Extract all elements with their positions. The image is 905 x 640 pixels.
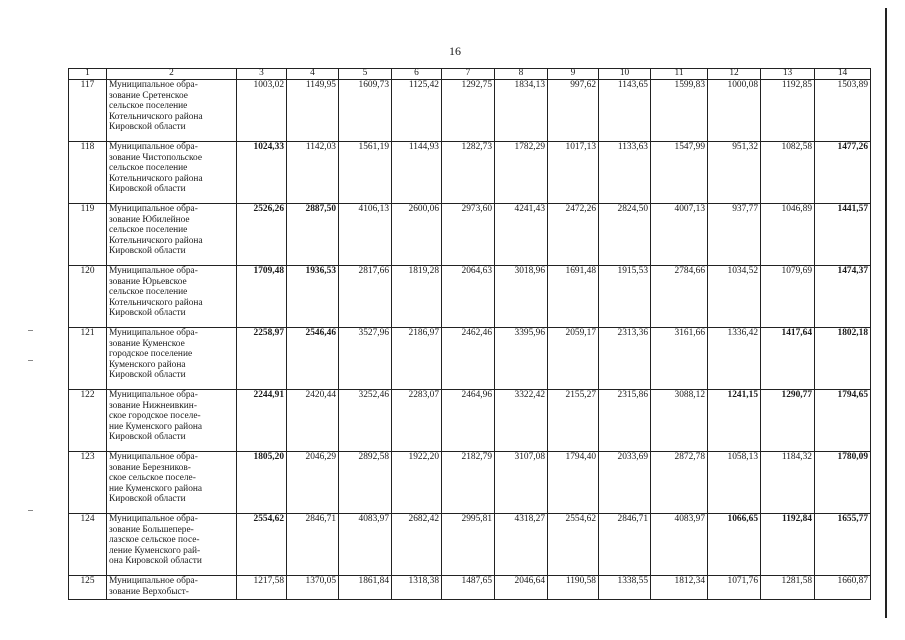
value-cell: 4083,97: [339, 514, 392, 576]
value-cell: 1192,84: [761, 514, 815, 576]
value-cell: 2462,46: [442, 328, 495, 390]
value-cell: 1487,65: [442, 576, 495, 600]
name-line: Муниципальное обра-: [109, 514, 198, 524]
table-row: [69, 390, 871, 452]
municipality-name: [107, 204, 237, 266]
value-cell: 1503,89: [815, 80, 871, 142]
value-cell: 2472,26: [548, 204, 599, 266]
municipality-name: [107, 266, 237, 328]
name-line: зование Юбилейное: [109, 214, 190, 225]
name-line: Муниципальное обра-: [109, 576, 198, 586]
value-cell: 2995,81: [442, 514, 495, 576]
value-cell: 2182,79: [442, 452, 495, 514]
value-cell: 1338,55: [599, 576, 651, 600]
name-line: Муниципальное обра-: [109, 328, 198, 338]
value-cell: 3395,96: [495, 328, 548, 390]
data-table: [68, 68, 871, 600]
value-cell: 1017,13: [548, 142, 599, 204]
value-cell: 4083,97: [651, 514, 708, 576]
table-row: [69, 204, 871, 266]
value-cell: 1802,18: [815, 328, 871, 390]
value-cell: 1599,83: [651, 80, 708, 142]
municipality-name: [107, 576, 237, 600]
value-cell: 1655,77: [815, 514, 871, 576]
value-cell: 2064,63: [442, 266, 495, 328]
value-cell: 1474,37: [815, 266, 871, 328]
value-cell: 3018,96: [495, 266, 548, 328]
value-cell: 1003,02: [237, 80, 287, 142]
value-cell: 2313,36: [599, 328, 651, 390]
row-number: 117: [69, 80, 107, 142]
table-row: [69, 576, 871, 600]
name-line: зование Нижнеивкин-: [109, 400, 197, 411]
value-cell: 1547,99: [651, 142, 708, 204]
name-line: Кировской области: [109, 308, 186, 319]
header-row: [69, 69, 871, 80]
value-cell: 1780,09: [815, 452, 871, 514]
name-line: Муниципальное обра-: [109, 266, 198, 276]
value-cell: 4106,13: [339, 204, 392, 266]
value-cell: 2784,66: [651, 266, 708, 328]
table-row: [69, 266, 871, 328]
margin-mark-1: [28, 330, 33, 331]
name-line: Кировской области: [109, 494, 186, 505]
column-header: 11: [651, 69, 708, 80]
value-cell: 2973,60: [442, 204, 495, 266]
name-line: Котельничского района: [109, 235, 203, 246]
value-cell: 1281,58: [761, 576, 815, 600]
column-header: 4: [287, 69, 339, 80]
value-cell: 1936,53: [287, 266, 339, 328]
value-cell: 2824,50: [599, 204, 651, 266]
name-line: зование Верхобыст-: [109, 586, 189, 597]
name-line: Котельничского района: [109, 173, 203, 184]
name-line: Котельничского района: [109, 297, 203, 308]
value-cell: 3527,96: [339, 328, 392, 390]
name-line: зование Большепере-: [109, 524, 194, 535]
value-cell: 1861,84: [339, 576, 392, 600]
row-number: 122: [69, 390, 107, 452]
value-cell: 2887,50: [287, 204, 339, 266]
column-header: 8: [495, 69, 548, 80]
value-cell: 4318,27: [495, 514, 548, 576]
value-cell: 1058,13: [708, 452, 761, 514]
value-cell: 1149,95: [287, 80, 339, 142]
value-cell: 2420,44: [287, 390, 339, 452]
value-cell: 1000,08: [708, 80, 761, 142]
value-cell: 951,32: [708, 142, 761, 204]
column-header: 9: [548, 69, 599, 80]
value-cell: 937,77: [708, 204, 761, 266]
value-cell: 2244,91: [237, 390, 287, 452]
value-cell: 1143,65: [599, 80, 651, 142]
value-cell: 997,62: [548, 80, 599, 142]
row-number: 120: [69, 266, 107, 328]
municipality-name: [107, 514, 237, 576]
table-row: [69, 514, 871, 576]
value-cell: 1066,65: [708, 514, 761, 576]
value-cell: 2872,78: [651, 452, 708, 514]
name-line: ление Куменского рай-: [109, 545, 201, 556]
value-cell: 1441,57: [815, 204, 871, 266]
row-number: 121: [69, 328, 107, 390]
value-cell: 4241,43: [495, 204, 548, 266]
value-cell: 2258,97: [237, 328, 287, 390]
value-cell: 1079,69: [761, 266, 815, 328]
value-cell: 1046,89: [761, 204, 815, 266]
municipality-name: [107, 452, 237, 514]
name-line: ние Куменского района: [109, 421, 203, 432]
table-row: [69, 142, 871, 204]
name-line: она Кировской области: [109, 556, 202, 567]
value-cell: 1915,53: [599, 266, 651, 328]
value-cell: 4007,13: [651, 204, 708, 266]
column-header: 14: [815, 69, 871, 80]
value-cell: 3088,12: [651, 390, 708, 452]
value-cell: 1417,64: [761, 328, 815, 390]
value-cell: 2283,07: [392, 390, 442, 452]
column-header: 7: [442, 69, 495, 80]
value-cell: 1819,28: [392, 266, 442, 328]
value-cell: 2464,96: [442, 390, 495, 452]
value-cell: 1290,77: [761, 390, 815, 452]
name-line: городское поселение: [109, 349, 193, 360]
value-cell: 3107,08: [495, 452, 548, 514]
value-cell: 2186,97: [392, 328, 442, 390]
column-header: 6: [392, 69, 442, 80]
municipality-name: [107, 80, 237, 142]
value-cell: 1241,15: [708, 390, 761, 452]
value-cell: 1782,29: [495, 142, 548, 204]
value-cell: 1609,73: [339, 80, 392, 142]
value-cell: 1133,63: [599, 142, 651, 204]
column-header: 5: [339, 69, 392, 80]
value-cell: 1834,13: [495, 80, 548, 142]
name-line: Котельничского района: [109, 111, 203, 122]
name-line: Кировской области: [109, 432, 186, 443]
value-cell: 1794,40: [548, 452, 599, 514]
name-line: ское городское поселе-: [109, 411, 201, 422]
value-cell: 1282,73: [442, 142, 495, 204]
name-line: Муниципальное обра-: [109, 452, 198, 462]
row-number: 125: [69, 576, 107, 600]
name-line: Кировской области: [109, 184, 186, 195]
name-line: зование Чистопольское: [109, 152, 203, 163]
value-cell: 2046,64: [495, 576, 548, 600]
value-cell: 1024,33: [237, 142, 287, 204]
value-cell: 1691,48: [548, 266, 599, 328]
value-cell: 2155,27: [548, 390, 599, 452]
value-cell: 1125,42: [392, 80, 442, 142]
value-cell: 1292,75: [442, 80, 495, 142]
municipality-name: [107, 328, 237, 390]
value-cell: 2033,69: [599, 452, 651, 514]
value-cell: 1071,76: [708, 576, 761, 600]
column-header: 2: [107, 69, 237, 80]
table-row: [69, 80, 871, 142]
column-header: 12: [708, 69, 761, 80]
value-cell: 1477,26: [815, 142, 871, 204]
value-cell: 2059,17: [548, 328, 599, 390]
value-cell: 1805,20: [237, 452, 287, 514]
value-cell: 1812,34: [651, 576, 708, 600]
name-line: зование Березников-: [109, 462, 191, 473]
page-number: 16: [449, 44, 461, 58]
value-cell: 1217,58: [237, 576, 287, 600]
name-line: Кировской области: [109, 246, 186, 257]
value-cell: 2817,66: [339, 266, 392, 328]
value-cell: 1144,93: [392, 142, 442, 204]
name-line: сельское поселение: [109, 163, 188, 174]
municipality-name: [107, 142, 237, 204]
name-line: ское сельское поселе-: [109, 473, 196, 484]
name-line: Муниципальное обра-: [109, 80, 198, 90]
value-cell: 1561,19: [339, 142, 392, 204]
value-cell: 2846,71: [287, 514, 339, 576]
name-line: Муниципальное обра-: [109, 390, 198, 400]
value-cell: 2600,06: [392, 204, 442, 266]
value-cell: 1794,65: [815, 390, 871, 452]
value-cell: 2315,86: [599, 390, 651, 452]
name-line: Муниципальное обра-: [109, 204, 198, 214]
value-cell: 2554,62: [237, 514, 287, 576]
name-line: лазское сельское посе-: [109, 535, 200, 546]
column-header: 3: [237, 69, 287, 80]
table-row: [69, 328, 871, 390]
value-cell: 2682,42: [392, 514, 442, 576]
name-line: Муниципальное обра-: [109, 142, 198, 152]
name-line: Кировской области: [109, 370, 186, 381]
municipality-name: [107, 390, 237, 452]
value-cell: 1370,05: [287, 576, 339, 600]
column-header: 1: [69, 69, 107, 80]
value-cell: 2046,29: [287, 452, 339, 514]
value-cell: 2846,71: [599, 514, 651, 576]
row-number: 124: [69, 514, 107, 576]
value-cell: 1082,58: [761, 142, 815, 204]
name-line: зование Куменское: [109, 338, 185, 349]
value-cell: 1192,85: [761, 80, 815, 142]
value-cell: 1190,58: [548, 576, 599, 600]
value-cell: 3161,66: [651, 328, 708, 390]
value-cell: 3252,46: [339, 390, 392, 452]
margin-mark-3: [28, 510, 33, 511]
value-cell: 1660,87: [815, 576, 871, 600]
value-cell: 1709,48: [237, 266, 287, 328]
name-line: сельское поселение: [109, 225, 188, 236]
row-number: 123: [69, 452, 107, 514]
value-cell: 1318,38: [392, 576, 442, 600]
margin-mark-2: [28, 360, 33, 361]
value-cell: 2526,26: [237, 204, 287, 266]
name-line: зование Юрьевское: [109, 276, 187, 287]
name-line: сельское поселение: [109, 101, 188, 112]
table-body: [69, 80, 871, 600]
name-line: сельское поселение: [109, 287, 188, 298]
column-header: 10: [599, 69, 651, 80]
value-cell: 1184,32: [761, 452, 815, 514]
table-row: [69, 452, 871, 514]
value-cell: 2546,46: [287, 328, 339, 390]
value-cell: 1034,52: [708, 266, 761, 328]
page-edge-line: [885, 8, 887, 618]
value-cell: 2892,58: [339, 452, 392, 514]
name-line: Кировской области: [109, 122, 186, 133]
name-line: Куменского района: [109, 359, 186, 370]
name-line: ние Куменского района: [109, 483, 203, 494]
row-number: 118: [69, 142, 107, 204]
name-line: зование Сретенское: [109, 90, 188, 101]
value-cell: 1336,42: [708, 328, 761, 390]
row-number: 119: [69, 204, 107, 266]
value-cell: 1922,20: [392, 452, 442, 514]
value-cell: 3322,42: [495, 390, 548, 452]
column-header: 13: [761, 69, 815, 80]
value-cell: 1142,03: [287, 142, 339, 204]
value-cell: 2554,62: [548, 514, 599, 576]
